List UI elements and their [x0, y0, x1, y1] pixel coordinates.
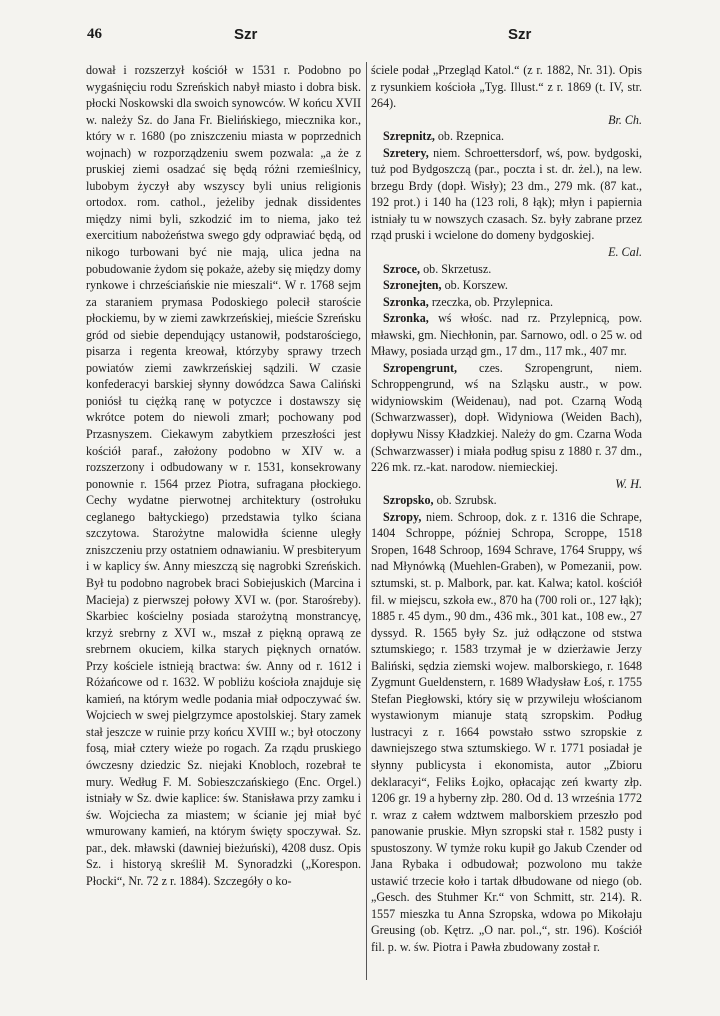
- entry-text: ob. Korszew.: [444, 278, 508, 293]
- entry: [371, 294, 642, 311]
- running-head-left: Szr: [234, 26, 258, 43]
- left-column: [86, 62, 361, 889]
- entry-signature: E. Cal.: [608, 245, 642, 260]
- page-header: [0, 26, 720, 50]
- entry-headword: Szropsko,: [383, 493, 434, 508]
- entry: [371, 492, 642, 509]
- entry: [371, 509, 642, 956]
- entry-text: czes. Szropengrunt, niem. Schroppengrund, wś na Szląsku austr., w pow. widyniowskim (Weidenau), nad pot. Czarną Wodą (Schwarzwasser), dopł. Widyniowa (Weiden Bach), dopływu Nissy Kładzkiej. Należy do gm. Czarna Woda (Schwarzwasser) i miała podług spisu z 1880 r. 37 dm., 226 mk. rz.-kat. narodow. niemieckiej.: [371, 360, 642, 475]
- entry-continuation: [371, 62, 642, 128]
- entry-headword: Szretery,: [383, 145, 429, 160]
- entry-headword: Szronejten,: [383, 278, 442, 293]
- right-column: [371, 62, 642, 956]
- entry-text: ob. Skrzetusz.: [423, 261, 492, 276]
- entry-headword: Szronka,: [383, 311, 429, 326]
- entry: [371, 128, 642, 145]
- entry-text: wś włośc. nad rz. Przylepnicą, pow. mławski, gm. Niechłonin, par. Sarnowo, odl. o 25 w. od Mławy, posiada urząd gm., 17 dm., 117 mk., 407 mr.: [371, 311, 642, 359]
- entry-text: niem. Schroop, dok. z r. 1316 die Schrape, 1404 Schroppe, później Schropa, Scroppe, 1518 Sropen, 1648 Schroop, 1694 Schrave, 1764 Sruppy, wś nad Młynówką (Muehlen-Graben), w Pomezanii, pow. sztumski, st. p. Malbork, par. kat. Kalwa; katol. kościół fil. w miejscu, szkoła ew., 870 ha (700 roli or., 127 łąk); 1885 r. 45 dym., 90 dm., 436 mk., 301 kat., 108 ew., 27 dyssyd. R. 1565 były Sz. już odłączone od ststwa sztumskiego; r. 1583 trzymał je w dzierżawie Jerzy Baliński, sędzia ziemski wojew. malborskiego, r. 1648 Zygmunt Gueldenstern, r. 1689 Władysław Łoś, r. 1755 Stefan Piegłowski, który się w przywileju włościanom wystawionym mianuje statą szropskim. Podług lustracyi z r. 1664 powstało sstwo szropskie z dawniejszego stwa sztumskiego. W r. 1771 posiadał je słynny publicysta i ekonomista, autor „Zbioru deklaracyi“, Feliks Łojko, opłacając zeń kwarty złp. 1206 gr. 19 a hyberny złp. 280. Od d. 13 września 1772 r. wraz z całem wdztwem malborskiem przeszło pod panowanie pruskie. Młyn szropski stał r. 1582 pusty i spustoszony. W tymże roku kupił go Jakub Czender od Jana Rybaka i odbudował; pozwolono mu także ustawić trzecie koło i tartak dłbudowane od niego (ob. „Gesch. des Stuhmer Kr.“ von Schmitt, str. 214). R. 1557 mieszka tu Anna Szropska, wdowa po Mikołaju Greusing (ob. Kętrz. „O nar. pol.,“, str. 196). Kościół fil. p. w. św. Piotra i Pawła zbudowany został r.: [371, 509, 642, 954]
- entry: [371, 360, 642, 492]
- running-head-right: Szr: [508, 26, 532, 43]
- entry-signature: Br. Ch.: [608, 112, 642, 127]
- entry-text: rzeczka, ob. Przylepnica.: [431, 294, 554, 309]
- entry-headword: Szroce,: [383, 261, 421, 276]
- entry: [371, 310, 642, 360]
- entry-headword: Szropy,: [383, 509, 422, 524]
- entry: [371, 277, 642, 294]
- column-divider: [366, 62, 367, 980]
- entry-headword: Szropengrunt,: [383, 360, 458, 375]
- entry-text: niem. Schroettersdorf, wś, pow. bydgoski, tuż pod Bydgoszczą (par., poczta i st. dr. żel.), na lew. brzegu Brdy (dopł. Wisły); 23 dm., 279 mk. (87 kat., 192 prot.) i 140 ha (123 roli, 8 łąk); młyn i papiernia istniały tu w nowszych czasach. Sz. były zabrane przez rząd pruski i wcielone do domeny bydgoskiej.: [371, 145, 642, 243]
- entry-headword: Szrepnitz,: [383, 129, 435, 144]
- left-column-text: dował i rozszerzył kościół w 1531 r. Podobno po wygaśnięciu rodu Szreńskich nabył miasto i dobra bisk. płocki Noskowski dla swoich synowców. W końcu XVII w. należy Sz. do Jana Fr. Bielińskiego, miecznika kor., który w r. 1680 (po zniszczeniu miasta w poprzednich wojnach) w rozporządzeniu swem pozwala: „a że z pruskiej ziemi osadzać się będą różni rzemieślnicy, lubobym życzył aby wszyscy byli unius religionis ortodox. rom. cathol., jeżeliby jednak dissidentes między nimi byli, szkodzić im to niema, jako też exercitium nabożeństwa swego gdy odprawiać będą, od nikogo turbowani być nie mają, ulica jedna na pobudowanie żydom się pokaże, ażeby się między domy rynkowe i chrześciańskie nie mieszali“. W r. 1768 sejm za staraniem prymasa Podoskiego polecił staroście płockiemu, by w ziemi zawkrzeńskiej, mieście Szreńsku gród od siebie dependujący ustanowił, podstarościego, pisarza i regenta kreował, którzyby sprawy trzech powiatów ziemi zawkrzeńskiej sądzili. W czasie konfederacyi barskiej słynny dowódzca Sawa Caliński poniósł tu ciężką ranę w potyczce i dostawszy się wkrótce potem do niewoli zmarł; pochowany pod Przasnyszem. Ciekawym zabytkiem przeszłości jest kościół paraf., założony podobno w XIV w. a rozszerzony i odbudowany w r. 1531, konsekrowany ponownie r. 1564 przez Piotra, sufragana płockiego. Cechy wydatne pierwotnej architektury (ostrołuku ceglanego bałtyckiego) przedstawia tylko ściana szczytowa. Starożytne malowidła ścienne uległy zniszczeniu przy ostatniem odnawianiu. W presbiteryum i w kaplicy św. Anny mieszczą się nagrobki Szreńskich. Był tu podobno nagrobek braci Sobiejuskich (Marcina i Macieja) z pierwszej połowy XVI w. (por. Starośreby). Skarbiec kościelny posiada starożytną monstrancyę, krzyż srebrny z XVI w., mszał z piękną oprawą ze srebrnem okuciem, kilka starych pięknych ornatów. Przy kościele istnieją bractwa: św. Anny od r. 1612 i Różańcowe od r. 1632. W pobliżu kościoła znajduje się kamień, na którym wedle podania miał odpoczywać św. Wojciech w swej pielgrzymce apostolskiej. Stary zamek stał jeszcze w ruinie przy końcu XVIII w.; był otoczony fosą, miał cztery wieże po rogach. Za rządu pruskiego ówczesny dziedzic Sz. niejaki Knobloch, rozebrał te mury. Według F. M. Sobieszczańskiego (Enc. Orgel.) istniały w Sz. dwie kaplice: św. Stanisława przy zamku i św. Wojciecha za miastem; w ścianie jej miał być wmurowany kamień, na którym święty spoczywał. Sz. par., dek. mławski (dawniej bieżuński), 4208 dusz. Opis Sz. i historyą skreślił M. Synoradzki („Korespon. Płocki“, Nr. 72 z r. 1884). Szczegóły o ko-: [86, 63, 361, 888]
- entry-headword: Szronka,: [383, 294, 429, 309]
- entry-signature: W. H.: [615, 476, 642, 491]
- entry-text: ob. Rzepnica.: [437, 129, 505, 144]
- entry: [371, 261, 642, 278]
- page-number: 46: [87, 26, 102, 42]
- entry-text: ściele podał „Przegląd Katol.“ (z r. 1882, Nr. 31). Opis z rysunkiem kościoła „Tyg. Illust.“ z r. 1869 (t. IV, str. 264).: [371, 63, 642, 111]
- entry-text: ob. Szrubsk.: [436, 493, 497, 508]
- entry: [371, 145, 642, 261]
